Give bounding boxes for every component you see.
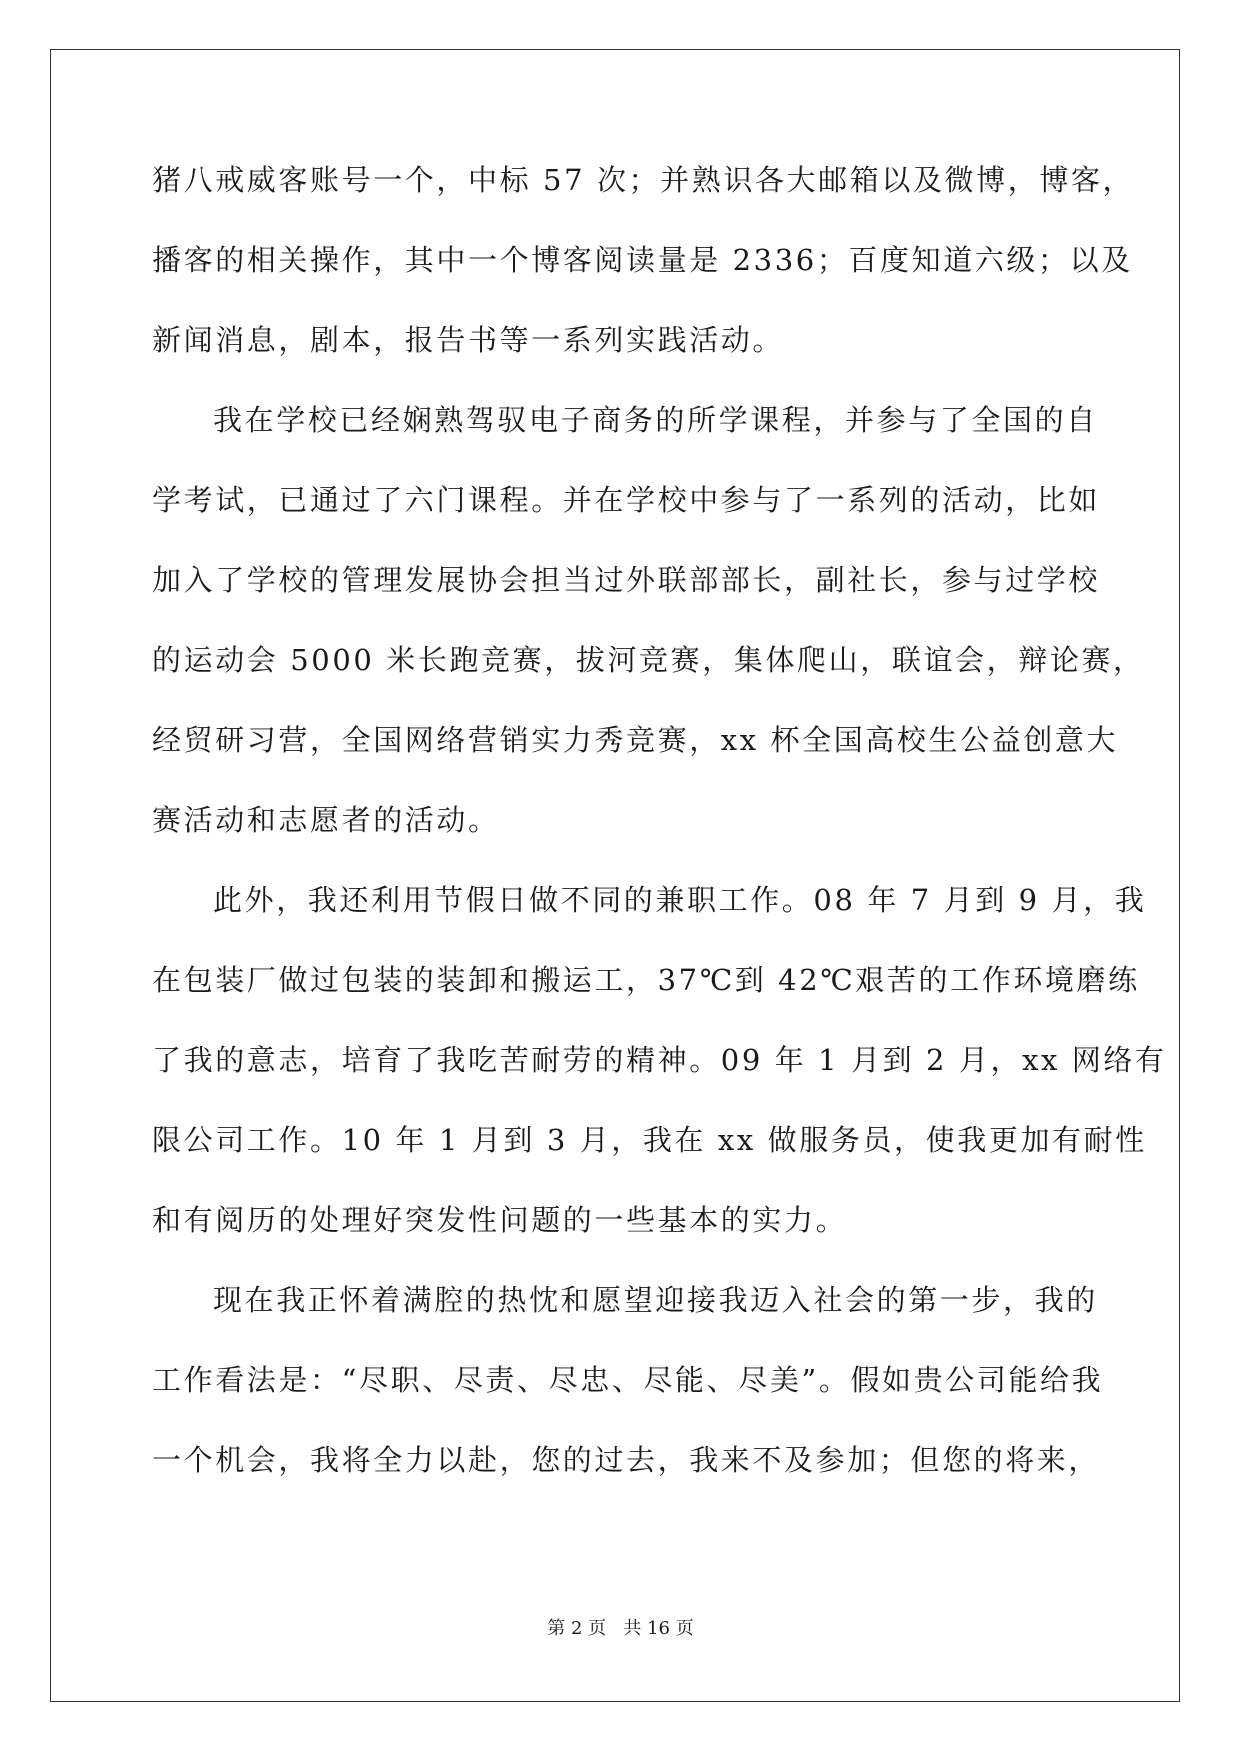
document-body [152, 163, 1167, 1523]
text-line: 的运动会 5000 米长跑竞赛，拔河竞赛，集体爬山，联谊会，辩论赛， [152, 643, 1145, 677]
text-line: 一个机会，我将全力以赴，您的过去，我来不及参加；但您的将来， [152, 1443, 1101, 1477]
text-line: 学考试，已通过了六门课程。并在学校中参与了一系列的活动，比如 [152, 483, 1101, 517]
text-line: 和有阅历的处理好突发性问题的一些基本的实力。 [152, 1203, 848, 1237]
text-line: 了我的意志，培育了我吃苦耐劳的精神。09 年 1 月到 2 月，xx 网络有 [152, 1043, 1167, 1077]
text-line: 限公司工作。10 年 1 月到 3 月，我在 xx 做服务员，使我更加有耐性 [152, 1123, 1147, 1157]
text-line: 赛活动和志愿者的活动。 [152, 803, 500, 837]
text-line: 猪八戒威客账号一个，中标 57 次；并熟识各大邮箱以及微博，博客， [152, 163, 1135, 197]
text-line: 工作看法是：“尽职、尽责、尽忠、尽能、尽美”。假如贵公司能给我 [152, 1363, 1104, 1397]
text-line: 此外，我还利用节假日做不同的兼职工作。08 年 7 月到 9 月，我 [213, 883, 1147, 917]
text-line: 播客的相关操作，其中一个博客阅读量是 2336；百度知道六级；以及 [152, 243, 1133, 277]
text-line: 经贸研习营，全国网络营销实力秀竞赛，xx 杯全国高校生公益创意大 [152, 723, 1119, 757]
text-line: 现在我正怀着满腔的热忱和愿望迎接我迈入社会的第一步，我的 [213, 1283, 1098, 1317]
text-line: 在包装厂做过包装的装卸和搬运工，37℃到 42℃艰苦的工作环境磨练 [152, 963, 1140, 997]
text-line: 我在学校已经娴熟驾驭电子商务的所学课程，并参与了全国的自 [213, 403, 1098, 437]
text-line: 加入了学校的管理发展协会担当过外联部部长，副社长，参与过学校 [152, 563, 1101, 597]
text-line: 新闻消息，剧本，报告书等一系列实践活动。 [152, 323, 785, 357]
page-number-footer: 第 2 页 共 16 页 [547, 1618, 694, 1639]
